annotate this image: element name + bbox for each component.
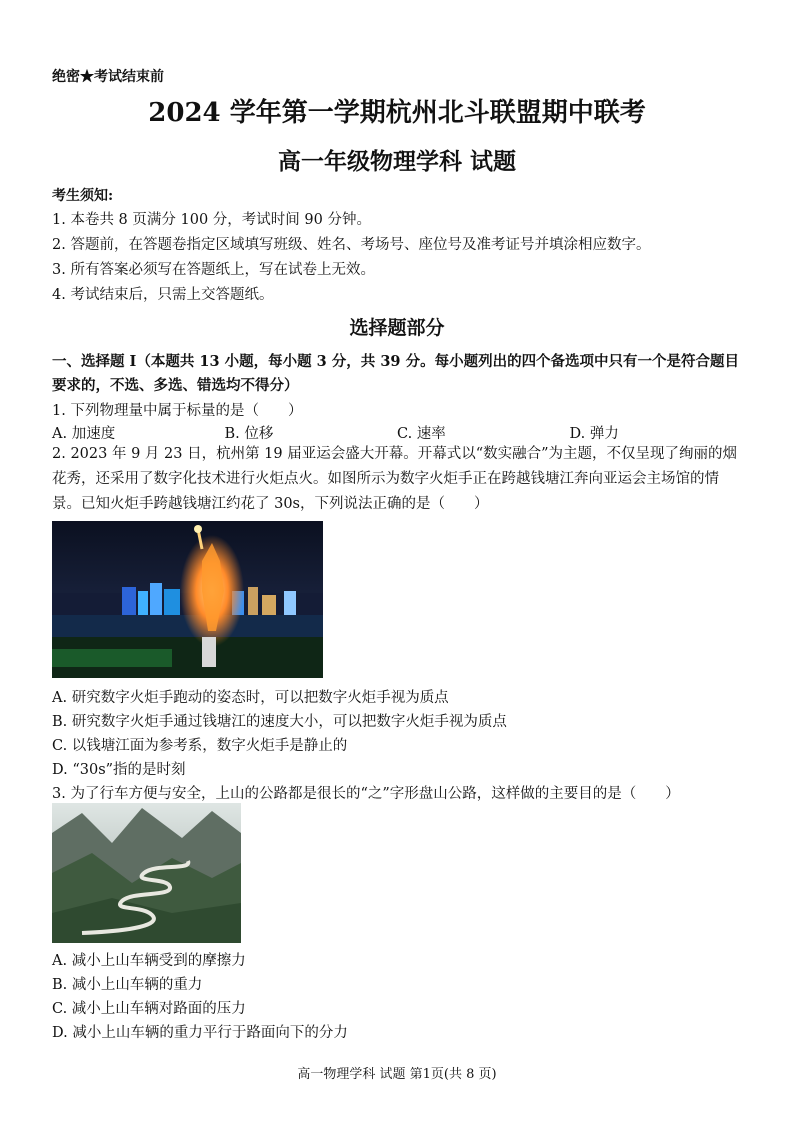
question-3-option-c: C. 减小上山车辆对路面的压力 — [52, 1001, 246, 1017]
digital-torchbearer-photo — [52, 521, 323, 678]
question-1-options — [52, 422, 742, 443]
option-a: A. 加速度 — [52, 426, 116, 442]
question-2-option-d: D. “30s”指的是时刻 — [52, 762, 186, 778]
exam-subtitle: 高一年级物理学科 试题 — [277, 148, 516, 175]
question-3-option-a: A. 减小上山车辆受到的摩擦力 — [52, 953, 246, 969]
option-c: C. 速率 — [397, 426, 446, 442]
option-b: B. 位移 — [224, 426, 274, 442]
question-2-option-b: B. 研究数字火炬手通过钱塘江的速度大小，可以把数字火炬手视为质点 — [52, 714, 507, 730]
question-2-option-a: A. 研究数字火炬手跑动的姿态时，可以把数字火炬手视为质点 — [52, 690, 449, 706]
notice-item: 3. 所有答案必须写在答题纸上，写在试卷上无效。 — [52, 262, 375, 278]
page-footer: 高一物理学科 试题 第1页(共 8 页) — [297, 1067, 497, 1082]
question-2-option-c: C. 以钱塘江面为参考系，数字火炬手是静止的 — [52, 738, 348, 754]
exam-title: 2024 学年第一学期杭州北斗联盟期中联考 — [148, 98, 646, 128]
question-3-option-b: B. 减小上山车辆的重力 — [52, 977, 203, 993]
question-3-option-d: D. 减小上山车辆的重力平行于路面向下的分力 — [52, 1025, 348, 1041]
question-1-stem: 1. 下列物理量中属于标量的是（ ） — [52, 403, 303, 419]
question-3-stem: 3. 为了行车方便与安全，上山的公路都是很长的“之”字形盘山公路，这样做的主要目的是（ ） — [52, 786, 680, 802]
mountain-road-photo — [52, 803, 241, 943]
part-heading: 一、选择题 I（本题共 13 小题，每小题 3 分，共 39 分。每小题列出的四个备选项中只有一个是符合题目要求的，不选、多选、错选均不得分） — [52, 353, 740, 394]
notice-heading: 考生须知: — [52, 188, 114, 204]
confidential-label: 绝密★考试结束前 — [52, 69, 164, 85]
notice-item: 2. 答题前，在答题卷指定区域填写班级、姓名、考场号、座位号及准考证号并填涂相应数字。 — [52, 237, 651, 253]
notice-item: 4. 考试结束后，只需上交答题纸。 — [52, 287, 274, 303]
question-2-stem: 2. 2023 年 9 月 23 日，杭州第 19 届亚运会盛大开幕。开幕式以“数实融合”为主题，不仅呈现了绚丽的烟花秀，还采用了数字化技术进行火炬点火。如图所示为数字火炬手正在跨越钱塘江奔向亚运会主场馆的情景。已知火炬手跨越钱塘江约花了 30s，下列说法正确的是（ ） — [52, 446, 738, 512]
option-d: D. 弹力 — [569, 426, 619, 442]
section-title: 选择题部分 — [349, 317, 445, 339]
notice-item: 1. 本卷共 8 页满分 100 分，考试时间 90 分钟。 — [52, 212, 371, 228]
